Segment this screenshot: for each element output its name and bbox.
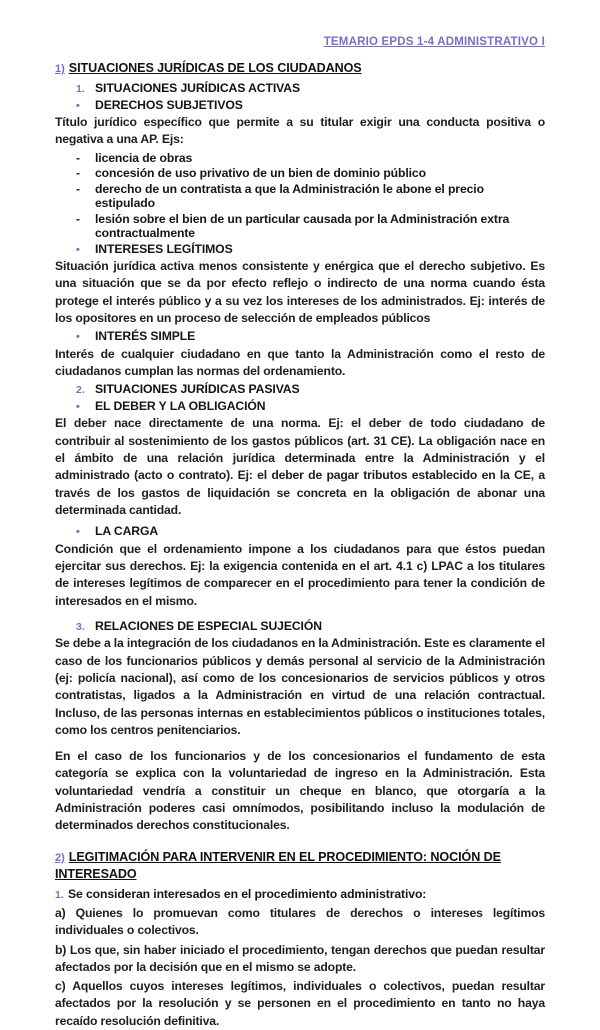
section-title: LEGITIMACIÓN PARA INTERVENIR EN EL PROCEDIMIENTO: NOCIÓN DE INTERESADO bbox=[55, 849, 501, 881]
dash-item bbox=[55, 151, 545, 166]
dash-icon: - bbox=[76, 166, 80, 181]
subheading-label: SITUACIONES JURÍDICAS PASIVAS bbox=[95, 382, 300, 397]
paragraph: El deber nace directamente de una norma. Ej: el deber de todo ciudadano de contribuir al sostenimiento de los gastos públicos (art. 31 CE). La obligación nace en el ámbito de una relación jurídica determinada entre la Administración y el administrado (acto o contrato). Ej: el deber de pagar tributos establecido en la CE, a través de los gastos de liquidación se concreta en la obligación de abonar una determinada cantidad. bbox=[55, 416, 545, 517]
bullet-label: LA CARGA bbox=[95, 524, 159, 539]
bullet-label: INTERÉS SIMPLE bbox=[95, 329, 196, 344]
bullet-label: DERECHOS SUBJETIVOS bbox=[95, 97, 243, 112]
bullet-interes-simple bbox=[55, 329, 545, 345]
bullet-icon: • bbox=[76, 243, 80, 256]
section-title: SITUACIONES JURÍDICAS DE LOS CIUDADANOS bbox=[68, 61, 362, 75]
paragraph-item-b: b) Los que, sin haber iniciado el procedimiento, tengan derechos que puedan resultar afectados por la decisión que en el mismo se adopte. bbox=[55, 942, 545, 974]
dash-item bbox=[55, 166, 545, 181]
bullet-derechos-subjetivos bbox=[55, 98, 545, 114]
paragraph: Interés de cualquier ciudadano en que tanto la Administración como el resto de ciudadanos cumplan las normas del ordenamiento. bbox=[55, 346, 545, 379]
dash-item bbox=[55, 212, 545, 241]
dash-label: licencia de obras bbox=[95, 150, 193, 165]
paragraph: Condición que el ordenamiento impone a los ciudadanos para que éstos puedan ejercitar sus derechos. Ej: la exigencia contenida en el art. 4.1 c) LPAC a los titulares de intereses legítimos de comparecer en el procedimiento para tener la condición de interesados en el mismo. bbox=[55, 541, 545, 608]
lead-label: Se consideran interesados en el procedimiento administrativo: bbox=[68, 886, 427, 901]
dash-label: derecho de un contratista a que la Administración le abone el precio estipulado bbox=[95, 181, 484, 211]
section-number: 1) bbox=[55, 63, 65, 75]
subheading-label: SITUACIONES JURÍDICAS ACTIVAS bbox=[95, 81, 300, 95]
paragraph-item-a: a) Quienes lo promuevan como titulares de derechos o intereses legítimos individuales o colectivos. bbox=[55, 905, 545, 938]
header-title: TEMARIO EPDS 1-4 ADMINISTRATIVO I bbox=[323, 36, 545, 48]
bullet-icon: • bbox=[76, 526, 80, 539]
bullet-icon: • bbox=[76, 400, 80, 413]
dash-item bbox=[55, 182, 545, 211]
subheading-relaciones-especial-sujecion bbox=[55, 619, 545, 635]
section-heading bbox=[55, 849, 545, 882]
document-header bbox=[55, 32, 545, 50]
section-legitimacion-interesado bbox=[55, 849, 545, 1030]
numbered-lead-line bbox=[55, 886, 545, 903]
paragraph: Situación jurídica activa menos consistente y enérgica que el derecho subjetivo. Es una situación que se da por efecto reflejo o indirecto de una norma cuando ésta protege el interés público y a su vez los intereses de los administrados. Ej: interés de los opositores en un proceso de selección de empleados públicos bbox=[55, 259, 545, 325]
bullet-intereses-legitimos bbox=[55, 242, 545, 258]
dash-icon: - bbox=[76, 181, 80, 196]
bullet-la-carga bbox=[55, 524, 545, 540]
section-situaciones-juridicas bbox=[55, 60, 545, 835]
list-number: 1. bbox=[55, 888, 64, 901]
section-number: 2) bbox=[55, 851, 65, 864]
section-heading bbox=[55, 60, 545, 77]
list-number: 1. bbox=[76, 83, 85, 95]
list-number: 3. bbox=[76, 620, 85, 633]
subheading-label: RELACIONES DE ESPECIAL SUJECIÓN bbox=[95, 618, 322, 633]
subheading-situaciones-activas bbox=[55, 81, 545, 97]
bullet-deber-obligacion bbox=[55, 399, 545, 415]
dash-label: concesión de uso privativo de un bien de dominio público bbox=[95, 166, 426, 181]
paragraph-item-c: c) Aquellos cuyos intereses legítimos, individuales o colectivos, puedan resultar afectados por la resolución y se personen en el procedimiento en tanto no haya recaído resolución definitiva. bbox=[55, 979, 545, 1028]
list-number: 2. bbox=[76, 384, 85, 397]
bullet-label: EL DEBER Y LA OBLIGACIÓN bbox=[95, 398, 266, 413]
dash-icon: - bbox=[76, 211, 80, 226]
bullet-icon: • bbox=[76, 331, 80, 344]
bullet-icon: • bbox=[76, 99, 80, 112]
dash-icon: - bbox=[76, 150, 80, 165]
paragraph: Título jurídico específico que permite a su titular exigir una conducta positiva o negativa a una AP. Ejs: bbox=[55, 115, 545, 147]
paragraph: Se debe a la integración de los ciudadanos en la Administración. Este es claramente el caso de los funcionarios públicos y demás personal al servicio de la Administración (ej: policía nacional), así como de los concesionarios de servicios públicos y otros contratistas, ligados a la Administración en virtud de una relación contractual. Incluso, de las personas internas en establecimientos públicos o instituciones totales, como los centros penitenciarios. bbox=[55, 636, 545, 737]
bullet-label: INTERESES LEGÍTIMOS bbox=[95, 241, 233, 256]
paragraph: En el caso de los funcionarios y de los concesionarios el fundamento de esta categoría se explica con la voluntariedad de ingreso en la Administración. Esta voluntariedad vendría a constituir un cheque en blanco, que otorgaría a la Administración poderes casi omnímodos, posibilitando incluso la modulación de determinados derechos constitucionales. bbox=[55, 749, 545, 833]
subheading-situaciones-pasivas bbox=[55, 382, 545, 398]
dash-label: lesión sobre el bien de un particular causada por la Administración extra contractualmente bbox=[95, 211, 510, 241]
